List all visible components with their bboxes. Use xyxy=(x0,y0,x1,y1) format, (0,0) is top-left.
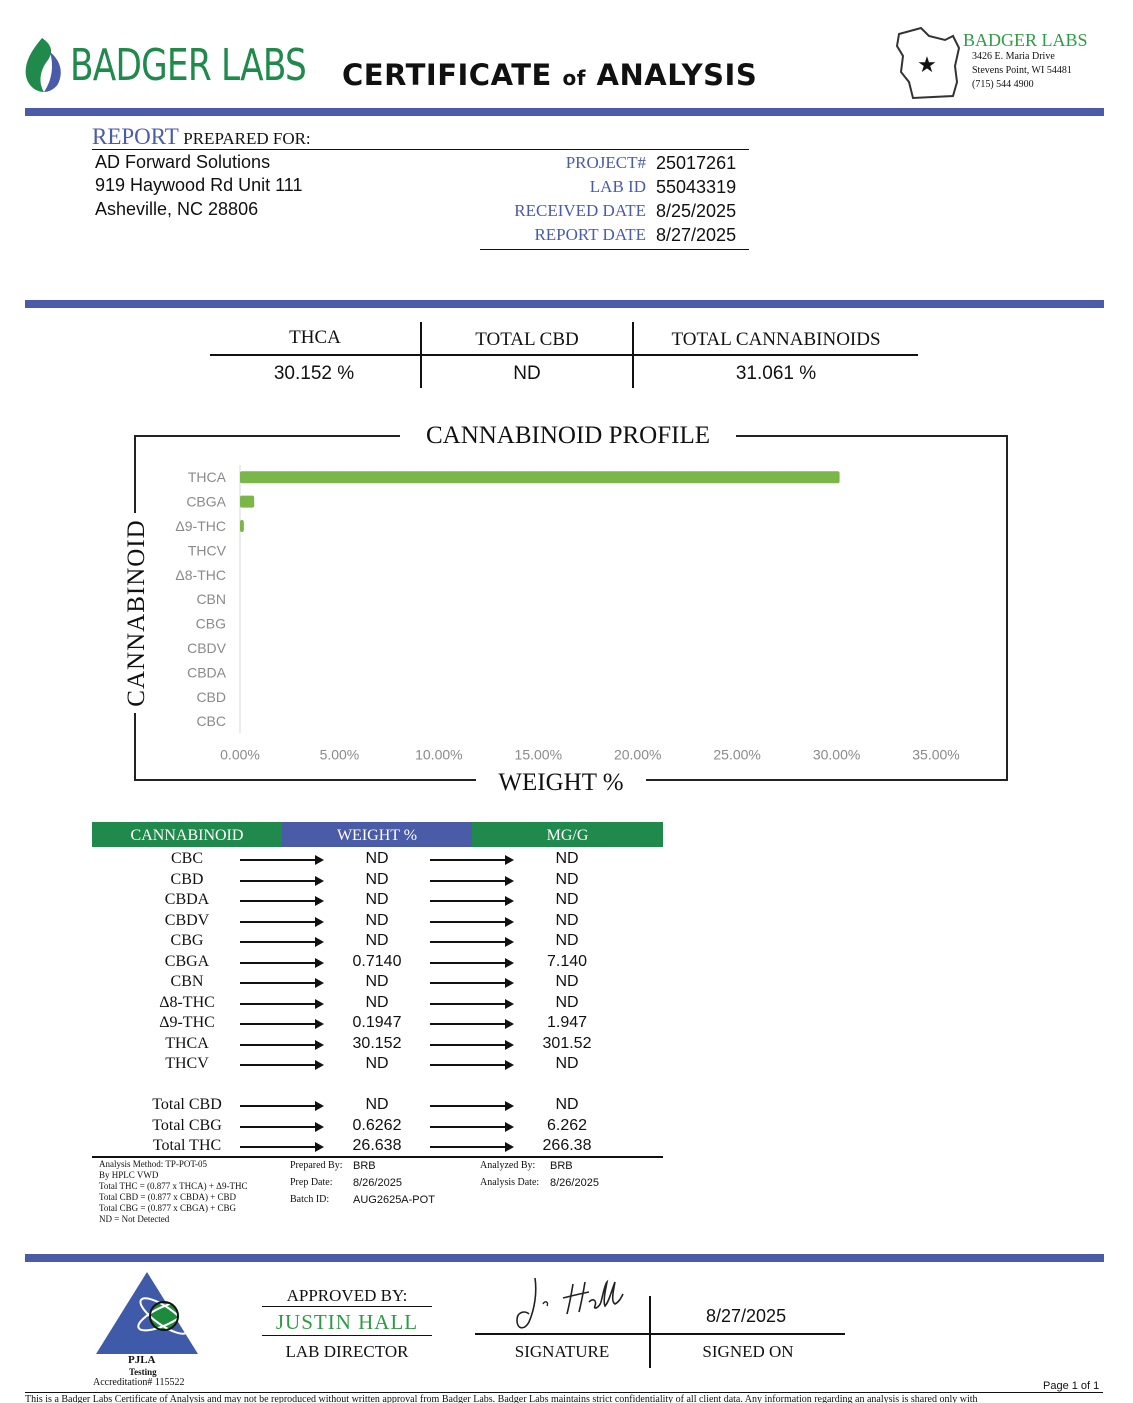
pjla-triangle-icon xyxy=(92,1268,202,1364)
row-cannabinoid-name: CBDV xyxy=(164,911,210,929)
batch-id: AUG2625A-POT xyxy=(353,1194,435,1206)
signature-label: SIGNATURE xyxy=(514,1342,610,1361)
table-header-weight: WEIGHT % xyxy=(282,822,472,847)
arrow-icon xyxy=(240,962,322,964)
summary-cbd-value: ND xyxy=(513,363,541,384)
row-cannabinoid-name: THCA xyxy=(165,1034,209,1052)
chart-title: CANNABINOID PROFILE xyxy=(400,422,736,450)
chart-x-tick-label: 20.00% xyxy=(613,746,662,763)
accreditation: Accreditation# 115522 xyxy=(93,1377,185,1388)
prepared-by: BRB xyxy=(353,1160,376,1172)
summary-total-value: 31.061 % xyxy=(735,363,817,384)
arrow-icon xyxy=(430,1146,512,1148)
chart-category-label: CBC xyxy=(196,713,226,730)
summary-thca-label: THCA xyxy=(289,327,341,348)
row-weight-value: ND xyxy=(365,1055,389,1072)
pjla-testing: Testing xyxy=(129,1367,157,1377)
arrow-icon xyxy=(430,941,512,943)
arrow-icon xyxy=(430,1126,512,1128)
table-header-mg: MG/G xyxy=(472,822,663,847)
pjla-logo xyxy=(92,1268,202,1364)
row-mg-value: ND xyxy=(555,911,579,929)
row-weight-value: ND xyxy=(365,973,389,990)
arrow-icon xyxy=(430,1003,512,1005)
row-weight-value: ND xyxy=(365,1096,389,1113)
note-method: Analysis Method: TP-POT-05 xyxy=(99,1159,208,1169)
chart-xlabel: WEIGHT % xyxy=(476,769,646,797)
report-bottom-rule xyxy=(480,249,749,250)
analysis-date-label: Analysis Date: xyxy=(480,1177,540,1188)
row-weight-value: ND xyxy=(365,850,389,867)
row-cannabinoid-name: CBG xyxy=(170,932,204,949)
signed-on-label: SIGNED ON xyxy=(702,1342,794,1361)
row-cannabinoid-name: THCV xyxy=(165,1055,209,1072)
row-cannabinoid-name: Total CBG xyxy=(152,1116,222,1134)
top-divider xyxy=(25,108,1104,116)
project-label: PROJECT# xyxy=(565,153,646,172)
chart-x-tick-label: 10.00% xyxy=(415,746,463,763)
project-value: 25017261 xyxy=(656,153,737,173)
client-address-1: 919 Haywood Rd Unit 111 xyxy=(95,175,303,195)
labid-label: LAB ID xyxy=(589,177,646,196)
chart-x-tick-label: 25.00% xyxy=(713,746,761,763)
disclaimer: This is a Badger Labs Certificate of Analysis and may not be reproduced without written approval from Badger Labs. Badger Labs maintains strict confidentiality of all client data. Any information regarding an analysis is shared only with xyxy=(25,1394,978,1403)
summary-block xyxy=(210,322,918,388)
row-mg-value: ND xyxy=(555,932,579,949)
wisconsin-map-icon xyxy=(893,26,965,100)
row-cannabinoid-name: CBDA xyxy=(164,891,210,908)
approved-by-label: APPROVED BY: xyxy=(286,1286,408,1305)
title-end: ANALYSIS xyxy=(596,58,758,92)
chart-x-tick-label: 5.00% xyxy=(319,746,360,763)
star-icon: ★ xyxy=(917,52,937,77)
director-title: LAB DIRECTOR xyxy=(285,1342,409,1361)
reportdate-value: 8/27/2025 xyxy=(656,225,737,245)
row-weight-value: 0.6262 xyxy=(352,1116,402,1134)
summary-total-label: TOTAL CANNABINOIDS xyxy=(671,329,881,350)
row-cannabinoid-name: CBN xyxy=(170,973,204,990)
arrow-icon xyxy=(240,1064,322,1066)
arrow-icon xyxy=(240,1126,322,1128)
row-mg-value: 6.262 xyxy=(546,1116,588,1134)
page-bottom-rule xyxy=(25,1392,1103,1393)
row-mg-value: ND xyxy=(555,993,579,1011)
director-name: JUSTIN HALL xyxy=(275,1310,419,1334)
reportdate-label: REPORT DATE xyxy=(534,225,646,244)
prep-date: 8/26/2025 xyxy=(353,1177,402,1189)
footer-divider xyxy=(25,1254,1104,1262)
note-total-cbg: Total CBG = (0.877 x CBGA) + CBG xyxy=(99,1203,237,1213)
note-by: By HPLC VWD xyxy=(99,1170,159,1180)
received-label: RECEIVED DATE xyxy=(514,201,646,220)
row-mg-value: 1.947 xyxy=(546,1014,588,1031)
chart-category-label: CBD xyxy=(196,688,226,705)
arrow-icon xyxy=(240,1146,322,1148)
arrow-icon xyxy=(430,982,512,984)
table-header-cannabinoid: CANNABINOID xyxy=(92,822,282,847)
note-nd: ND = Not Detected xyxy=(99,1214,170,1224)
arrow-icon xyxy=(430,880,512,882)
title-main: CERTIFICATE xyxy=(342,58,552,92)
prep-date-label: Prep Date: xyxy=(290,1177,333,1188)
batch-label: Batch ID: xyxy=(290,1194,330,1205)
row-mg-value: ND xyxy=(555,973,579,990)
analysis-date: 8/26/2025 xyxy=(550,1177,599,1189)
row-weight-value: ND xyxy=(365,911,389,929)
chart-bar xyxy=(240,520,244,532)
report-heading-rule xyxy=(92,149,749,150)
row-mg-value: ND xyxy=(555,870,579,888)
chart-x-tick-label: 15.00% xyxy=(514,746,563,763)
lab-info-block xyxy=(893,26,1103,102)
row-mg-value: ND xyxy=(555,891,579,908)
arrow-icon xyxy=(240,1044,322,1046)
arrow-icon xyxy=(240,1105,322,1107)
badger-leaf-icon xyxy=(22,36,66,94)
lab-address-2: Stevens Point, WI 54481 xyxy=(972,65,1072,76)
arrow-icon xyxy=(430,921,512,923)
arrow-icon xyxy=(430,859,512,861)
row-cannabinoid-name: CBC xyxy=(170,850,203,867)
row-cannabinoid-name: Total CBD xyxy=(152,1096,222,1113)
chart-ylabel: CANNABINOID xyxy=(123,513,153,713)
row-weight-value: ND xyxy=(365,993,389,1011)
received-value: 8/25/2025 xyxy=(656,201,737,221)
chart-category-label: CBDV xyxy=(187,640,226,656)
second-divider xyxy=(25,300,1104,308)
arrow-icon xyxy=(430,962,512,964)
brand-logo xyxy=(22,36,307,94)
arrow-icon xyxy=(240,982,322,984)
prepared-by-label: Prepared By: xyxy=(290,1160,343,1171)
signature-image xyxy=(505,1272,635,1336)
row-weight-value: 26.638 xyxy=(352,1137,402,1154)
chart-category-label: THCV xyxy=(187,542,226,559)
row-mg-value: ND xyxy=(555,1096,579,1113)
chart-category-label: Δ8-THC xyxy=(175,566,226,583)
table-bottom-rule xyxy=(92,1156,663,1158)
document-title xyxy=(342,58,757,92)
arrow-icon xyxy=(430,1044,512,1046)
title-of: of xyxy=(562,66,586,90)
summary-cbd-label: TOTAL CBD xyxy=(475,329,579,350)
row-cannabinoid-name: Total THC xyxy=(152,1137,222,1154)
arrow-icon xyxy=(430,1064,512,1066)
client-name: AD Forward Solutions xyxy=(95,152,271,172)
arrow-icon xyxy=(430,1023,512,1025)
row-mg-value: 266.38 xyxy=(542,1137,592,1154)
approved-rule-1 xyxy=(262,1306,432,1307)
client-address-2: Asheville, NC 28806 xyxy=(95,199,259,219)
chart-category-label: THCA xyxy=(187,469,226,486)
row-weight-value: ND xyxy=(365,932,389,949)
arrow-icon xyxy=(240,921,322,923)
notes-block xyxy=(99,1159,284,1225)
chart-x-tick-label: 30.00% xyxy=(812,746,861,763)
signature-rule xyxy=(475,1333,845,1335)
chart-category-label: CBGA xyxy=(186,493,226,510)
brand-name: BADGER LABS xyxy=(70,40,307,91)
chart-x-tick-label: 0.00% xyxy=(220,746,260,763)
row-mg-value: 7.140 xyxy=(546,952,588,970)
lab-address-1: 3426 E. Maria Drive xyxy=(972,51,1055,62)
row-cannabinoid-name: Δ8-THC xyxy=(159,993,215,1011)
arrow-icon xyxy=(240,941,322,943)
row-cannabinoid-name: Δ9-THC xyxy=(159,1014,215,1031)
arrow-icon xyxy=(240,1023,322,1025)
chart-bar xyxy=(240,496,254,508)
row-weight-value: 30.152 xyxy=(352,1034,402,1052)
analyzed-by-label: Analyzed By: xyxy=(480,1160,536,1171)
labid-value: 55043319 xyxy=(656,177,737,197)
summary-rule xyxy=(210,354,918,356)
row-cannabinoid-name: CBD xyxy=(170,870,204,888)
page-number: Page 1 of 1 xyxy=(1043,1380,1100,1392)
note-total-cbd: Total CBD = (0.877 x CBDA) + CBD xyxy=(99,1192,237,1202)
chart-category-label: CBDA xyxy=(187,664,226,681)
pjla-label: PJLA xyxy=(128,1354,156,1366)
approved-rule-2 xyxy=(262,1335,432,1336)
row-weight-value: 0.7140 xyxy=(352,952,402,970)
lab-phone: (715) 544 4900 xyxy=(972,79,1034,90)
analyzed-by: BRB xyxy=(550,1160,573,1172)
row-weight-value: ND xyxy=(365,891,389,908)
arrow-icon xyxy=(430,1105,512,1107)
summary-thca-value: 30.152 % xyxy=(273,363,355,384)
row-mg-value: ND xyxy=(555,850,579,867)
arrow-icon xyxy=(430,900,512,902)
report-heading-big: REPORT xyxy=(92,124,179,149)
row-cannabinoid-name: CBGA xyxy=(164,952,210,970)
arrow-icon xyxy=(240,880,322,882)
signed-date: 8/27/2025 xyxy=(706,1306,787,1326)
report-heading-rest: PREPARED FOR: xyxy=(183,129,311,148)
report-heading xyxy=(92,124,311,150)
chart-x-tick-label: 35.00% xyxy=(912,746,960,763)
row-mg-value: 301.52 xyxy=(542,1034,592,1052)
cannabinoid-profile-chart xyxy=(140,455,1002,775)
row-mg-value: ND xyxy=(555,1055,579,1072)
chart-bar xyxy=(240,471,840,483)
arrow-icon xyxy=(240,1003,322,1005)
chart-category-label: CBN xyxy=(196,591,226,608)
arrow-icon xyxy=(240,900,322,902)
row-weight-value: ND xyxy=(365,870,389,888)
row-weight-value: 0.1947 xyxy=(352,1014,402,1031)
lab-name: BADGER LABS xyxy=(963,30,1088,50)
chart-category-label: CBG xyxy=(195,615,226,632)
note-total-thc: Total THC = (0.877 x THCA) + Δ9-THC xyxy=(99,1181,248,1191)
arrow-icon xyxy=(240,859,322,861)
chart-category-label: Δ9-THC xyxy=(175,518,226,534)
